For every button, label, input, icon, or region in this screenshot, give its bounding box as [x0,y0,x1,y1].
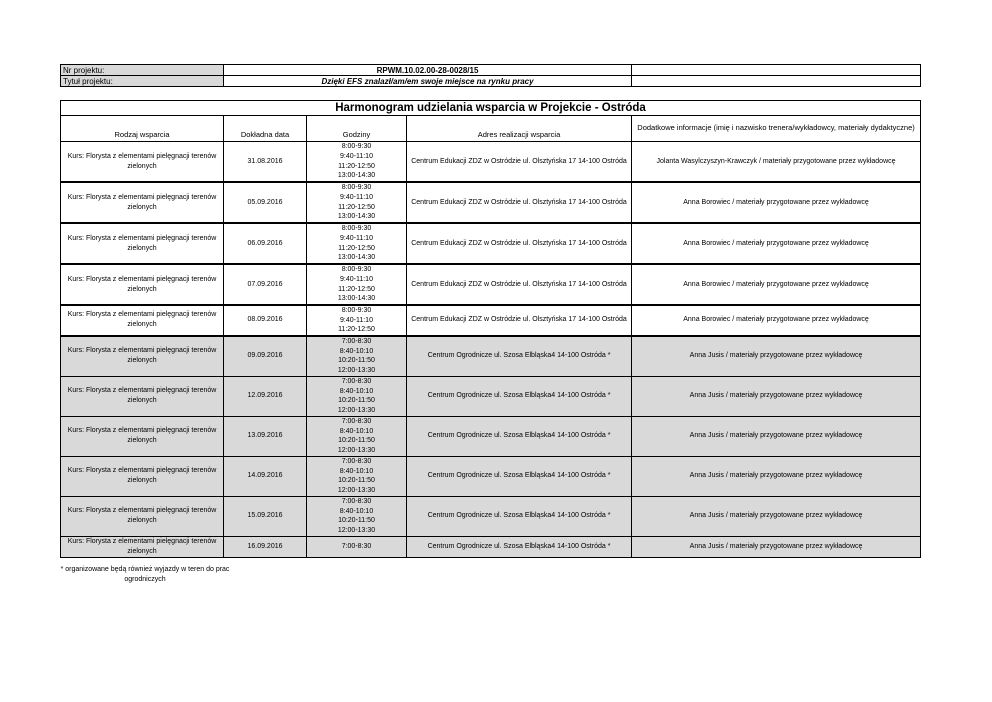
table-row [61,305,921,336]
date-cell: 06.09.2016 [224,223,307,264]
hours-cell [307,456,407,496]
info-cell: Anna Jusis / materiały przygotowane przez wykładowcę [632,496,921,536]
hour-slot: 13:00-14:30 [337,213,376,221]
address-cell: Centrum Ogrodnicze ul. Szosa Elbląska4 14-100 Ostróda * [407,536,632,557]
table-row [61,223,921,264]
hour-slot: 8:00-9:30 [341,225,372,233]
support-type-cell: Kurs: Florysta z elementami pielęgnacji terenów zielonych [61,456,224,496]
table-row [61,496,921,536]
date-cell: 14.09.2016 [224,456,307,496]
hour-slot: 7:00-8:30 [341,542,372,550]
address-cell: Centrum Ogrodnicze ul. Szosa Elbląska4 14-100 Ostróda * [407,336,632,377]
hour-slot: 9:40-11:10 [340,193,373,201]
support-type-cell: Kurs: Florysta z elementami pielęgnacji terenów zielonych [61,336,224,377]
hour-slot: 8:00-9:30 [341,307,372,314]
table-row [61,142,921,183]
hour-slot: 7:00-8:30 [341,338,372,346]
info-cell: Anna Borowiec / materiały przygotowane przez wykładowcę [632,305,921,336]
project-title-row [61,76,921,87]
info-cell: Jolanta Wasylczyszyn-Krawczyk / materiały przygotowane przez wykładowcę [632,142,921,183]
address-cell: Centrum Ogrodnicze ul. Szosa Elbląska4 14-100 Ostróda * [407,456,632,496]
project-number-row [61,65,921,76]
footnote: * organizowane będą również wyjazdy w teren do prac ogrodniczych [60,566,230,583]
info-cell: Anna Borowiec / materiały przygotowane przez wykładowcę [632,223,921,264]
hour-slot: 7:00-8:30 [341,418,372,426]
hour-slot: 8:40-10:10 [339,467,374,475]
hour-slot: 8:40-10:10 [339,427,374,435]
support-type-cell: Kurs: Florysta z elementami pielęgnacji terenów zielonych [61,264,224,305]
hour-slot: 9:40-11:10 [340,234,373,242]
column-header-hours: Godziny [307,116,407,142]
column-header-info: Dodatkowe informacje (imię i nazwisko trenera/wykładowcy, materiały dydaktyczne) [632,116,921,142]
date-cell: 15.09.2016 [224,496,307,536]
hour-slot: 10:20-11:50 [338,397,375,405]
table-row [61,182,921,223]
date-cell: 08.09.2016 [224,305,307,336]
date-cell: 05.09.2016 [224,182,307,223]
address-cell: Centrum Edukacji ZDZ w Ostródzie ul. Olsztyńska 17 14-100 Ostróda [407,182,632,223]
hour-slot: 8:40-10:10 [339,507,374,515]
hour-slot: 8:00-9:30 [341,143,372,151]
hour-slot: 13:00-14:30 [337,254,376,262]
hour-slot: 12:00-13:30 [337,446,376,454]
hour-slot: 7:00-8:30 [341,458,372,466]
hour-slot: 10:20-11:50 [338,437,375,445]
support-type-cell: Kurs: Florysta z elementami pielęgnacji terenów zielonych [61,182,224,223]
schedule-title: Harmonogram udzielania wsparcia w Projekcie - Ostróda [61,101,921,116]
project-number-value: RPWM.10.02.00-28-0028/15 [224,65,632,76]
schedule-body [61,142,921,558]
hours-cell [307,536,407,557]
project-header-table [60,64,921,87]
hour-slot: 10:20-11:50 [338,357,375,365]
support-type-cell: Kurs: Florysta z elementami pielęgnacji terenów zielonych [61,376,224,416]
hour-slot: 8:40-10:10 [339,387,374,395]
hour-slot: 9:40-11:10 [340,275,373,283]
address-cell: Centrum Ogrodnicze ul. Szosa Elbląska4 14-100 Ostróda * [407,496,632,536]
project-title-label: Tytuł projektu: [61,76,224,87]
address-cell: Centrum Ogrodnicze ul. Szosa Elbląska4 14-100 Ostróda * [407,416,632,456]
hours-cell [307,182,407,223]
table-row [61,264,921,305]
hour-slot: 9:40-11:10 [340,316,373,324]
info-cell: Anna Jusis / materiały przygotowane przez wykładowcę [632,456,921,496]
column-header-address: Adres realizacji wsparcia [407,116,632,142]
table-row [61,536,921,557]
hour-slot: 10:20-11:50 [338,477,375,485]
empty-cell [632,76,921,87]
hour-slot: 7:00-8:30 [341,378,372,386]
hours-cell [307,142,407,183]
table-row [61,456,921,496]
hours-cell [307,496,407,536]
table-row [61,376,921,416]
hours-cell [307,305,407,336]
hour-slot: 13:00-14:30 [337,172,376,180]
hour-slot: 10:20-11:50 [338,517,375,525]
date-cell: 07.09.2016 [224,264,307,305]
address-cell: Centrum Edukacji ZDZ w Ostródzie ul. Olsztyńska 17 14-100 Ostróda [407,223,632,264]
column-header-date: Dokładna data [224,116,307,142]
date-cell: 12.09.2016 [224,376,307,416]
hour-slot: 12:00-13:30 [337,526,376,534]
hour-slot: 12:00-13:30 [337,486,376,494]
hours-cell [307,376,407,416]
hours-cell [307,223,407,264]
column-header-row [61,116,921,142]
address-cell: Centrum Edukacji ZDZ w Ostródzie ul. Olsztyńska 17 14-100 Ostróda [407,264,632,305]
date-cell: 13.09.2016 [224,416,307,456]
project-title-value: Dzięki EFS znalazł/am/em swoje miejsce na rynku pracy [224,76,632,87]
address-cell: Centrum Ogrodnicze ul. Szosa Elbląska4 14-100 Ostróda * [407,376,632,416]
hour-slot: 11:20-12:50 [338,244,375,252]
hours-cell [307,336,407,377]
hour-slot: 8:40-10:10 [339,347,374,355]
date-cell: 09.09.2016 [224,336,307,377]
hours-cell [307,264,407,305]
table-row [61,336,921,377]
project-number-label: Nr projektu: [61,65,224,76]
column-header-type: Rodzaj wsparcia [61,116,224,142]
info-cell: Anna Jusis / materiały przygotowane przez wykładowcę [632,536,921,557]
support-type-cell: Kurs: Florysta z elementami pielęgnacji terenów zielonych [61,416,224,456]
empty-cell [632,65,921,76]
hour-slot: 8:00-9:30 [341,266,372,274]
support-type-cell: Kurs: Florysta z elementami pielęgnacji terenów zielonych [61,223,224,264]
date-cell: 31.08.2016 [224,142,307,183]
hour-slot: 11:20-12:50 [338,203,375,211]
hour-slot: 11:20-12:50 [338,326,375,334]
info-cell: Anna Borowiec / materiały przygotowane przez wykładowcę [632,182,921,223]
hour-slot: 9:40-11:10 [340,152,373,160]
info-cell: Anna Jusis / materiały przygotowane przez wykładowcę [632,336,921,377]
hour-slot: 8:00-9:30 [341,184,372,192]
date-cell: 16.09.2016 [224,536,307,557]
support-type-cell: Kurs: Florysta z elementami pielęgnacji terenów zielonych [61,496,224,536]
address-cell: Centrum Edukacji ZDZ w Ostródzie ul. Olsztyńska 17 14-100 Ostróda [407,305,632,336]
hours-cell [307,416,407,456]
hour-slot: 11:20-12:50 [338,285,375,293]
support-type-cell: Kurs: Florysta z elementami pielęgnacji terenów zielonych [61,142,224,183]
info-cell: Anna Borowiec / materiały przygotowane przez wykładowcę [632,264,921,305]
hour-slot: 7:00-8:30 [341,498,372,506]
support-type-cell: Kurs: Florysta z elementami pielęgnacji terenów zielonych [61,536,224,557]
hour-slot: 11:20-12:50 [338,162,375,170]
hour-slot: 12:00-13:30 [337,406,376,414]
hour-slot: 13:00-14:30 [337,295,376,303]
hour-slot: 12:00-13:30 [337,366,376,374]
schedule-table [60,100,921,558]
info-cell: Anna Jusis / materiały przygotowane przez wykładowcę [632,416,921,456]
support-type-cell: Kurs: Florysta z elementami pielęgnacji terenów zielonych [61,305,224,336]
table-row [61,416,921,456]
address-cell: Centrum Edukacji ZDZ w Ostródzie ul. Olsztyńska 17 14-100 Ostróda [407,142,632,183]
info-cell: Anna Jusis / materiały przygotowane przez wykładowcę [632,376,921,416]
